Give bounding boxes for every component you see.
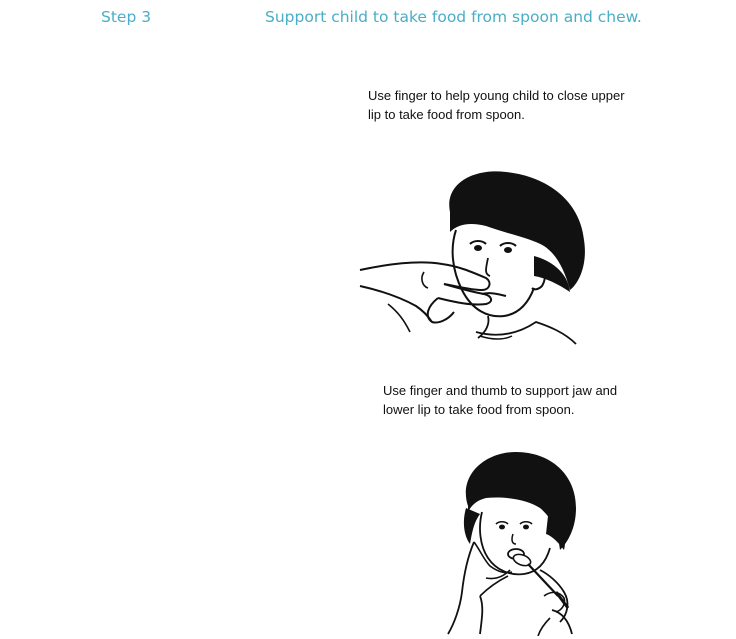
- child-face-hand-drawing: [358, 160, 590, 345]
- instruction-caption-upper-lip: Use finger to help young child to close upper lip to take food from spoon.: [368, 88, 625, 122]
- step-number: Step 3: [101, 8, 152, 26]
- child-face-spoon-drawing: [440, 446, 580, 636]
- illustration-finger-upper-lip: [358, 160, 590, 345]
- illustration-jaw-support: [440, 446, 580, 636]
- instruction-caption-jaw-support: Use finger and thumb to support jaw and lower lip to take food from spoon.: [383, 383, 618, 417]
- step-title: Support child to take food from spoon and chew.: [265, 8, 642, 26]
